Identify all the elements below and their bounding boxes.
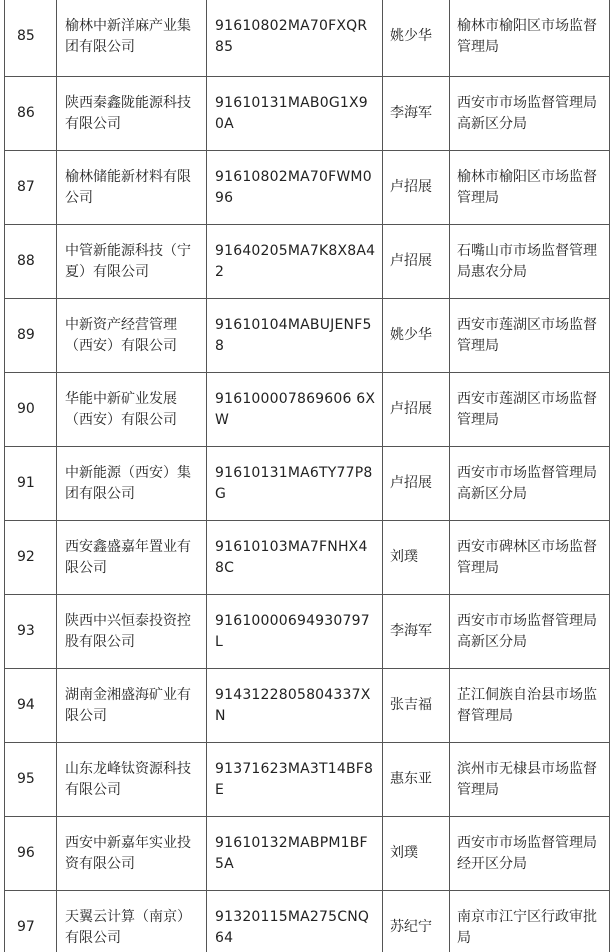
row-number-cell: 93 [5, 595, 57, 669]
row-number-cell: 97 [5, 891, 57, 952]
row-number-cell: 85 [5, 0, 57, 77]
legal-representative-cell: 苏纪宁 [383, 891, 450, 952]
credit-code-cell: 9143122805804337XN [207, 669, 383, 743]
credit-code-cell: 91610131MA6TY77P8G [207, 447, 383, 521]
company-name-cell: 陕西秦鑫陇能源科技有限公司 [57, 77, 207, 151]
company-name-cell: 榆林中新洋麻产业集团有限公司 [57, 0, 207, 77]
company-name-cell: 西安鑫盛嘉年置业有限公司 [57, 521, 207, 595]
legal-representative-cell: 卢招展 [383, 225, 450, 299]
legal-representative-cell: 卢招展 [383, 373, 450, 447]
row-number-cell: 92 [5, 521, 57, 595]
table-row [5, 77, 610, 151]
legal-representative-cell: 姚少华 [383, 299, 450, 373]
row-number-cell: 87 [5, 151, 57, 225]
legal-representative-cell: 李海军 [383, 77, 450, 151]
registration-authority-cell: 西安市市场监督管理局高新区分局 [450, 595, 610, 669]
registration-authority-cell: 南京市江宁区行政审批局 [450, 891, 610, 952]
registration-authority-cell: 芷江侗族自治县市场监督管理局 [450, 669, 610, 743]
company-registration-table [4, 0, 610, 952]
row-number-cell: 94 [5, 669, 57, 743]
credit-code-cell: 91610131MAB0G1X90A [207, 77, 383, 151]
row-number-cell: 90 [5, 373, 57, 447]
row-number-cell: 91 [5, 447, 57, 521]
registration-authority-cell: 西安市市场监督管理局经开区分局 [450, 817, 610, 891]
table-row [5, 521, 610, 595]
credit-code-cell: 91640205MA7K8X8A42 [207, 225, 383, 299]
legal-representative-cell: 刘璞 [383, 521, 450, 595]
legal-representative-cell: 刘璞 [383, 817, 450, 891]
table-row [5, 669, 610, 743]
registration-authority-cell: 石嘴山市市场监督管理局惠农分局 [450, 225, 610, 299]
row-number-cell: 89 [5, 299, 57, 373]
credit-code-cell: 91610103MA7FNHX48C [207, 521, 383, 595]
table-row [5, 447, 610, 521]
company-name-cell: 华能中新矿业发展（西安）有限公司 [57, 373, 207, 447]
legal-representative-cell: 李海军 [383, 595, 450, 669]
legal-representative-cell: 惠东亚 [383, 743, 450, 817]
legal-representative-cell: 姚少华 [383, 0, 450, 77]
legal-representative-cell: 卢招展 [383, 447, 450, 521]
company-name-cell: 榆林储能新材料有限公司 [57, 151, 207, 225]
table-row [5, 817, 610, 891]
table-row [5, 151, 610, 225]
credit-code-cell: 91610132MABPM1BF5A [207, 817, 383, 891]
registration-authority-cell: 西安市市场监督管理局高新区分局 [450, 77, 610, 151]
company-name-cell: 山东龙峰钛资源科技有限公司 [57, 743, 207, 817]
table-row [5, 743, 610, 817]
company-name-cell: 西安中新嘉年实业投资有限公司 [57, 817, 207, 891]
row-number-cell: 95 [5, 743, 57, 817]
registration-authority-cell: 榆林市榆阳区市场监督管理局 [450, 151, 610, 225]
table-row [5, 225, 610, 299]
credit-code-cell: 91371623MA3T14BF8E [207, 743, 383, 817]
credit-code-cell: 91610802MA70FXQR85 [207, 0, 383, 77]
company-name-cell: 湖南金湘盛海矿业有限公司 [57, 669, 207, 743]
table-body [5, 0, 610, 952]
credit-code-cell: 91610000694930797L [207, 595, 383, 669]
registration-authority-cell: 滨州市无棣县市场监督管理局 [450, 743, 610, 817]
registration-authority-cell: 榆林市榆阳区市场监督管理局 [450, 0, 610, 77]
company-name-cell: 天翼云计算（南京）有限公司 [57, 891, 207, 952]
table-row [5, 595, 610, 669]
legal-representative-cell: 张吉福 [383, 669, 450, 743]
row-number-cell: 86 [5, 77, 57, 151]
table-row [5, 891, 610, 952]
registration-authority-cell: 西安市莲湖区市场监督管理局 [450, 373, 610, 447]
credit-code-cell: 91610104MABUJENF58 [207, 299, 383, 373]
row-number-cell: 96 [5, 817, 57, 891]
table-row [5, 373, 610, 447]
company-name-cell: 中新资产经营管理（西安）有限公司 [57, 299, 207, 373]
company-name-cell: 中新能源（西安）集团有限公司 [57, 447, 207, 521]
credit-code-cell: 91320115MA275CNQ64 [207, 891, 383, 952]
company-name-cell: 中管新能源科技（宁夏）有限公司 [57, 225, 207, 299]
table-row [5, 0, 610, 77]
company-name-cell: 陕西中兴恒泰投资控股有限公司 [57, 595, 207, 669]
legal-representative-cell: 卢招展 [383, 151, 450, 225]
registration-authority-cell: 西安市市场监督管理局高新区分局 [450, 447, 610, 521]
row-number-cell: 88 [5, 225, 57, 299]
credit-code-cell: 91610802MA70FWM096 [207, 151, 383, 225]
registration-authority-cell: 西安市碑林区市场监督管理局 [450, 521, 610, 595]
credit-code-cell: 916100007869606 6XW [207, 373, 383, 447]
registration-authority-cell: 西安市莲湖区市场监督管理局 [450, 299, 610, 373]
table-row [5, 299, 610, 373]
